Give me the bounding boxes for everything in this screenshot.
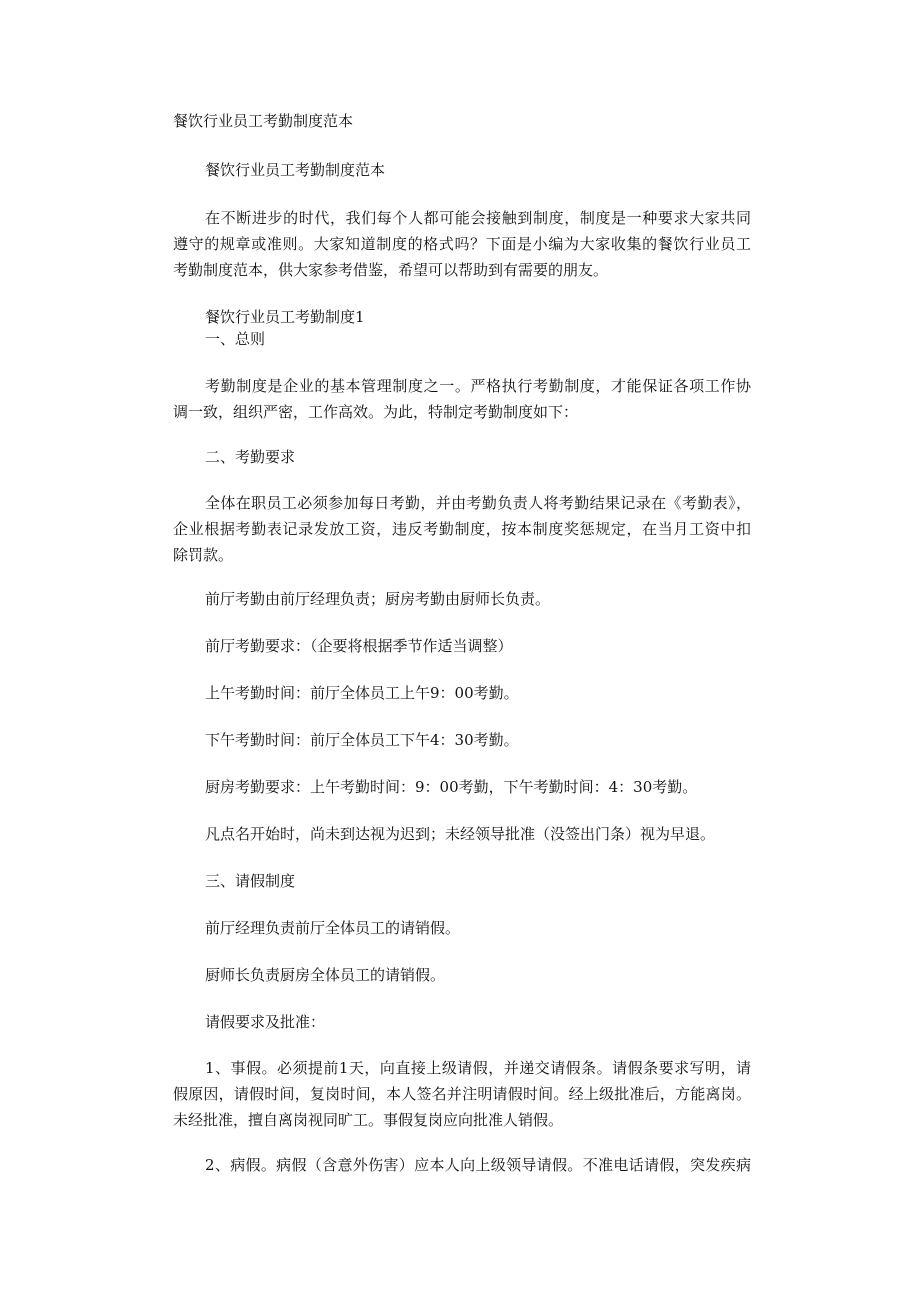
section-2-item: 前厅考勤要求：（企要将根据季节作适当调整） [205, 637, 513, 655]
section-3-item: 请假要求及批准： [205, 1013, 326, 1031]
section-2-para-line-1: 全体在职员工必须参加每日考勤，并由考勤负责人将考勤结果记录在《考勤表》， [205, 494, 751, 512]
rule-1-line-2: 假原因，请假时间，复岗时间，本人签名并注明请假时间。经上级批准后，方能离岗。 [173, 1085, 751, 1103]
section-1-title: 一、总则 [205, 330, 266, 348]
section-3-title: 三、请假制度 [205, 872, 296, 890]
section-2-item: 凡点名开始时，尚未到达视为迟到；未经领导批准（没签出门条）视为早退。 [205, 825, 716, 843]
section-3-item: 厨师长负责厨房全体员工的请销假。 [205, 966, 446, 984]
section-2-para-line-3: 除罚款。 [173, 546, 234, 564]
intro-line-3: 考勤制度范本，供大家参考借鉴，希望可以帮助到有需要的朋友。 [173, 261, 609, 279]
section-3-item: 前厅经理负责前厅全体员工的请销假。 [205, 919, 461, 937]
section-2-para-line-2: 企业根据考勤表记录发放工资，违反考勤制度，按本制度奖惩规定，在当月工资中扣 [173, 520, 751, 538]
document-heading: 餐饮行业员工考勤制度范本 [205, 161, 386, 179]
section-2-item: 下午考勤时间：前厅全体员工下午4：30考勤。 [205, 731, 519, 749]
section-2-item: 上午考勤时间：前厅全体员工上午9：00考勤。 [205, 684, 519, 702]
rule-2-line-1: 2、病假。病假（含意外伤害）应本人向上级领导请假。不准电话请假，突发疾病 [205, 1156, 751, 1174]
rule-1-line-1: 1、事假。必须提前1天，向直接上级请假，并递交请假条。请假条要求写明，请 [205, 1059, 751, 1077]
section-2-item: 厨房考勤要求：上午考勤时间：9：00考勤，下午考勤时间：4：30考勤。 [205, 778, 698, 796]
rule-1-line-3: 未经批准，擅自离岗视同旷工。事假复岗应向批准人销假。 [173, 1111, 564, 1129]
section-2-item: 前厅考勤由前厅经理负责；厨房考勤由厨师长负责。 [205, 590, 551, 608]
section-2-title: 二、考勤要求 [205, 448, 296, 466]
document-title: 餐饮行业员工考勤制度范本 [173, 112, 354, 130]
section-title: 餐饮行业员工考勤制度1 [205, 308, 365, 326]
intro-line-2: 遵守的规章或准则。大家知道制度的格式吗？下面是小编为大家收集的餐饮行业员工 [173, 235, 751, 253]
section-1-para-line-1: 考勤制度是企业的基本管理制度之一。严格执行考勤制度，才能保证各项工作协 [205, 377, 751, 395]
intro-line-1: 在不断进步的时代，我们每个人都可能会接触到制度，制度是一种要求大家共同 [205, 209, 751, 227]
section-1-para-line-2: 调一致，组织严密，工作高效。为此，特制定考勤制度如下： [173, 403, 579, 421]
